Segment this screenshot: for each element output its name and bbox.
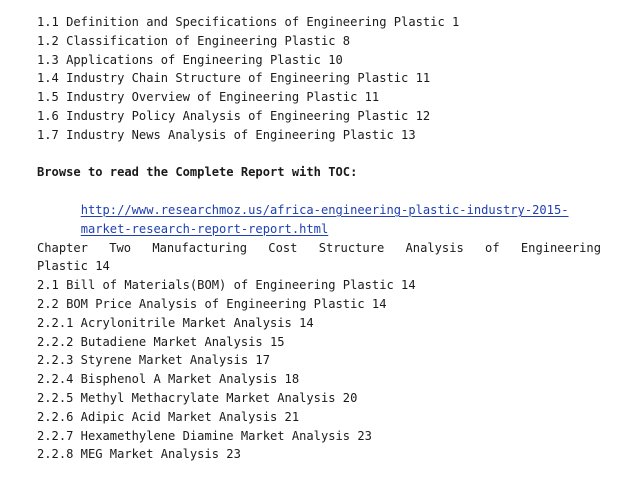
toc-entry: 1.2 Classification of Engineering Plastic 8: [37, 33, 351, 48]
toc-section-1: [37, 13, 601, 145]
toc-entry: 2.2.4 Bisphenol A Market Analysis 18: [37, 372, 300, 387]
toc-entry: 2.2.7 Hexamethylene Diamine Market Analysis 23: [37, 428, 372, 443]
toc-entry: 2.2.8 MEG Market Analysis 23: [37, 447, 241, 462]
toc-entry: 1.4 Industry Chain Structure of Engineering Plastic 11: [37, 71, 431, 86]
toc-section-2: [37, 276, 601, 464]
chapter-heading-line-2: Plastic 14: [37, 259, 110, 274]
toc-entry: 1.3 Applications of Engineering Plastic 10: [37, 52, 343, 67]
chapter-heading-line-1: Chapter Two Manufacturing Cost Structure Analysis of Engineering: [37, 240, 601, 255]
browse-section: [37, 163, 601, 236]
blank-line: [37, 145, 601, 164]
toc-entry: 1.1 Definition and Specifications of Engineering Plastic 1: [37, 15, 460, 29]
toc-entry: 2.2 BOM Price Analysis of Engineering Plastic 14: [37, 296, 387, 311]
report-link[interactable]: [37, 182, 601, 217]
toc-entry: 1.6 Industry Policy Analysis of Engineering Plastic 12: [37, 108, 431, 123]
toc-entry: 1.5 Industry Overview of Engineering Plastic 11: [37, 90, 380, 105]
report-link-line-2[interactable]: market-research-report-report.html: [80, 221, 329, 236]
toc-entry: 2.2.2 Butadiene Market Analysis 15: [37, 334, 285, 349]
report-link-line-1[interactable]: http://www.researchmoz.us/africa-engineering-plastic-industry-2015-: [80, 202, 569, 217]
toc-entry: 2.2.5 Methyl Methacrylate Market Analysis 20: [37, 390, 358, 405]
document-page: [37, 13, 601, 464]
browse-label: Browse to read the Complete Report with TOC:: [37, 165, 358, 180]
toc-entry: 1.7 Industry News Analysis of Engineering Plastic 13: [37, 127, 416, 142]
toc-entry: 2.2.6 Adipic Acid Market Analysis 21: [37, 409, 300, 424]
toc-entry: 2.1 Bill of Materials(BOM) of Engineering Plastic 14: [37, 278, 416, 293]
chapter-two-heading: [37, 239, 601, 277]
toc-entry: 2.2.1 Acrylonitrile Market Analysis 14: [37, 315, 314, 330]
toc-entry: 2.2.3 Styrene Market Analysis 17: [37, 353, 270, 368]
